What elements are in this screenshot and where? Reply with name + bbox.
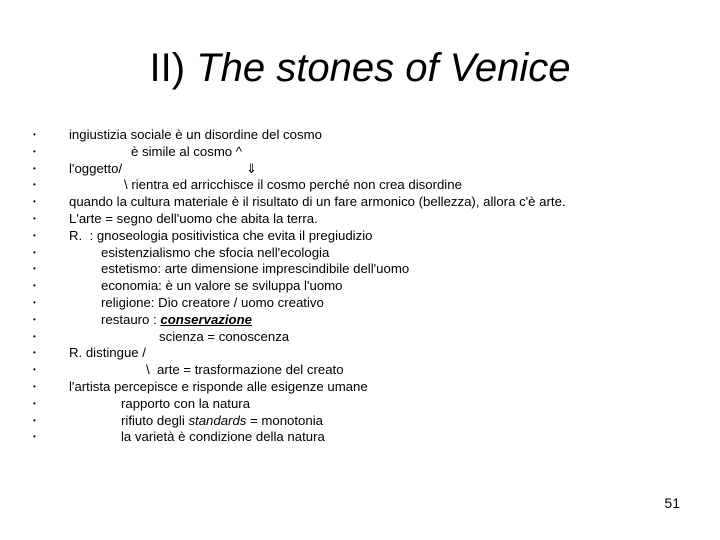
bullet-dot: • — [33, 264, 36, 274]
bullet-dot: • — [33, 381, 36, 391]
list-item — [0, 161, 720, 178]
line-text: R. distingue / — [69, 345, 146, 361]
bullet-dot: • — [33, 130, 36, 139]
line-text: l'artista percepisce e risponde alle esigenze umane — [69, 378, 368, 394]
list-item — [0, 228, 720, 245]
list-item — [0, 396, 720, 413]
emphasis-standards: standards — [188, 412, 247, 428]
bullet-dot: • — [33, 331, 36, 341]
bullet-list — [0, 127, 720, 446]
list-item — [0, 261, 720, 278]
bullet-dot: • — [33, 432, 36, 442]
bullet-dot: • — [33, 247, 36, 257]
list-item — [0, 278, 720, 295]
line-text: l'oggetto/ — [69, 160, 123, 176]
line-text: è simile al cosmo ^ — [131, 143, 242, 159]
list-item — [0, 127, 720, 144]
line-text — [101, 312, 252, 329]
line-text: \ arte = trasformazione del creato — [146, 362, 344, 378]
list-item — [0, 429, 720, 446]
line-text: scienza = conoscenza — [159, 328, 290, 344]
bullet-dot: • — [33, 348, 36, 358]
list-item — [0, 245, 720, 262]
down-arrow-icon: ⇓ — [246, 160, 258, 176]
bullet-dot: • — [33, 146, 36, 156]
bullet-dot: • — [33, 180, 36, 190]
slide-title — [0, 44, 720, 92]
list-item — [0, 379, 720, 396]
bullet-dot: • — [33, 415, 36, 425]
line-text: \ rientra ed arricchisce il cosmo perché non crea disordine — [124, 177, 462, 193]
bullet-dot: • — [33, 163, 36, 173]
bullet-dot: • — [33, 281, 36, 291]
list-item — [0, 295, 720, 312]
line-text-part: = monotonia — [246, 412, 323, 428]
list-item — [0, 413, 720, 430]
emphasis-conservazione: conservazione — [160, 311, 252, 327]
list-item — [0, 312, 720, 329]
bullet-dot: • — [33, 213, 36, 223]
line-text: estetismo: arte dimensione imprescindibile dell'uomo — [101, 261, 410, 277]
line-text: esistenzialismo che sfocia nell'ecologia — [101, 244, 330, 260]
list-item — [0, 329, 720, 346]
page-number: 51 — [664, 495, 680, 511]
line-text: R. : gnoseologia positivistica che evita il pregiudizio — [69, 227, 373, 243]
line-text-part: restauro : — [101, 311, 161, 327]
line-text: religione: Dio creatore / uomo creativo — [101, 294, 324, 310]
line-text: quando la cultura materiale è il risultato di un fare armonico (bellezza), allora c'è arte. — [69, 194, 566, 210]
list-item — [0, 194, 720, 211]
list-item — [0, 345, 720, 362]
bullet-dot: • — [33, 314, 36, 324]
title-prefix: II) — [149, 46, 197, 90]
line-text-part: rifiuto degli — [121, 412, 189, 428]
line-text: la varietà è condizione della natura — [121, 429, 325, 445]
bullet-dot: • — [33, 197, 36, 207]
line-text: economia: è un valore se sviluppa l'uomo — [101, 278, 343, 294]
line-text — [121, 413, 323, 430]
line-text: ingiustizia sociale è un disordine del cosmo — [69, 127, 322, 142]
bullet-dot: • — [33, 365, 36, 375]
list-item — [0, 211, 720, 228]
bullet-dot: • — [33, 230, 36, 240]
list-item — [0, 362, 720, 379]
bullet-dot: • — [33, 297, 36, 307]
bullet-dot: • — [33, 398, 36, 408]
line-text: L'arte = segno dell'uomo che abita la terra. — [69, 210, 318, 226]
line-text: rapporto con la natura — [121, 395, 251, 411]
title-italic: The stones of Venice — [196, 46, 571, 90]
list-item — [0, 177, 720, 194]
list-item — [0, 144, 720, 161]
